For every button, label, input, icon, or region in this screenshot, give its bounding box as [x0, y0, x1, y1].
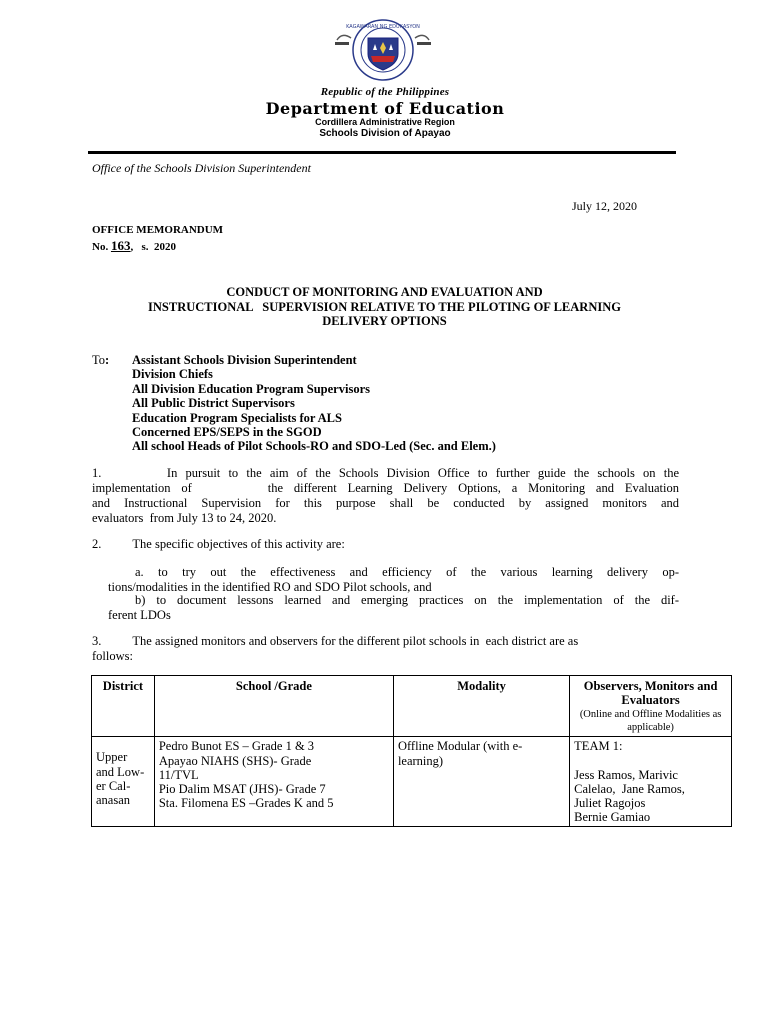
recipient-item: Education Program Specialists for ALS — [132, 410, 342, 425]
team-spacer — [574, 754, 727, 768]
to-colon: : — [105, 353, 110, 367]
observers-cell — [570, 737, 732, 827]
district-line: anasan — [96, 793, 131, 808]
recipient-list — [132, 353, 496, 454]
paragraph-line: follows: — [92, 649, 133, 663]
district-line: and Low- — [96, 764, 145, 779]
recipient-item: All Public District Supervisors — [132, 396, 295, 411]
assignment-table — [91, 675, 732, 827]
school-line: Sta. Filomena ES –Grades K and 5 — [158, 796, 334, 811]
table-row — [92, 737, 732, 827]
school-line: Pedro Bunot ES – Grade 1 & 3 — [158, 739, 315, 754]
region-line: Cordillera Administrative Region — [315, 117, 455, 127]
subject-line: DELIVERY OPTIONS — [322, 314, 447, 328]
subject-line: CONDUCT OF MONITORING AND EVALUATION AND — [226, 285, 543, 299]
paragraph-2: 2. The specific objectives of this activity are: — [92, 537, 345, 551]
team-member-line: Bernie Gamiao — [574, 810, 651, 825]
modality-cell — [393, 737, 569, 827]
team-member-line: Calelao, Jane Ramos, — [574, 781, 685, 796]
team-member-line: Juliet Ragojos — [574, 796, 646, 811]
seal-text: KAGAWARAN NG EDUKASYON — [346, 24, 420, 30]
school-line: Pio Dalim MSAT (JHS)- Grade 7 — [158, 782, 326, 797]
to-label — [92, 353, 109, 368]
paragraph-line: implementation of the different Learning Delivery Options, a Monitoring and Evaluation — [92, 481, 679, 495]
school-cell — [154, 737, 393, 827]
district-line: er Cal- — [96, 778, 131, 793]
recipient-item: Assistant Schools Division Superintendent — [132, 353, 357, 367]
memo-date: July 12, 2020 — [572, 199, 638, 213]
objective-b — [108, 593, 679, 622]
recipient-item: Division Chiefs — [132, 367, 213, 382]
recipient-item: All school Heads of Pilot Schools-RO and SDO-Led (Sec. and Elem.) — [132, 439, 496, 454]
header-observers — [570, 676, 732, 737]
paragraph-line: and Instructional Supervision for this purpose shall be conducted by assigned monitors and — [92, 496, 679, 510]
modality-line: learning) — [397, 753, 444, 768]
office-line: Office of the Schools Division Superintendent — [92, 161, 311, 175]
objective-line: b) to document lessons learned and emerging practices on the implementation of the dif- — [135, 593, 679, 607]
objective-line: tions/modalities in the identified RO and SDO Pilot schools, and — [108, 579, 432, 594]
republic-line: Republic of the Philippines — [320, 86, 450, 98]
header-divider — [88, 151, 676, 154]
district-line: Upper — [96, 750, 128, 765]
district-cell — [92, 737, 155, 827]
memo-number-line — [92, 238, 176, 254]
paragraph-3 — [92, 634, 679, 664]
memo-subject — [92, 285, 677, 329]
header-district: District — [92, 676, 155, 737]
subject-line: INSTRUCTIONAL SUPERVISION RELATIVE TO THE PILOTING OF LEARNING — [148, 299, 621, 314]
memo-series: , s. 2020 — [130, 241, 176, 253]
objective-line: ferent LDOs — [108, 607, 171, 622]
paragraph-1 — [92, 466, 679, 526]
school-line: Apayao NIAHS (SHS)- Grade — [158, 753, 312, 768]
deped-seal-icon — [327, 18, 439, 82]
memo-number: 163 — [110, 238, 131, 253]
paragraph-line: 3. The assigned monitors and observers for the different pilot schools in each district are as — [92, 634, 579, 648]
memo-title: OFFICE MEMORANDUM — [92, 224, 224, 236]
memo-no-label: No. — [92, 241, 109, 253]
division-line: Schools Division of Apayao — [319, 128, 451, 139]
paragraph-line: evaluators from July 13 to 24, 2020. — [92, 511, 277, 525]
objective-a — [108, 565, 679, 594]
paragraph-line: 1. In pursuit to the aim of the Schools Division Office to further guide the schools on the — [92, 466, 679, 480]
header-observers-label: Observers, Monitors and Evaluators — [583, 679, 718, 708]
header-modality: Modality — [393, 676, 569, 737]
table-header-row — [92, 676, 732, 737]
recipient-item: Concerned EPS/SEPS in the SGOD — [132, 425, 322, 440]
modality-line: Offline Modular (with e- — [397, 739, 523, 754]
team-member-line: Jess Ramos, Marivic — [574, 767, 678, 782]
header-observers-note: (Online and Offline Modalities as applicable) — [579, 709, 722, 734]
department-line: Department of Education — [265, 99, 505, 118]
to-label-text: To — [92, 353, 106, 367]
team-label: TEAM 1: — [574, 739, 623, 754]
recipient-item: All Division Education Program Supervisors — [132, 381, 370, 396]
school-line: 11/TVL — [158, 767, 199, 782]
header-school: School /Grade — [154, 676, 393, 737]
objective-line: a. to try out the effectiveness and efficiency of the various learning delivery op- — [135, 565, 679, 579]
